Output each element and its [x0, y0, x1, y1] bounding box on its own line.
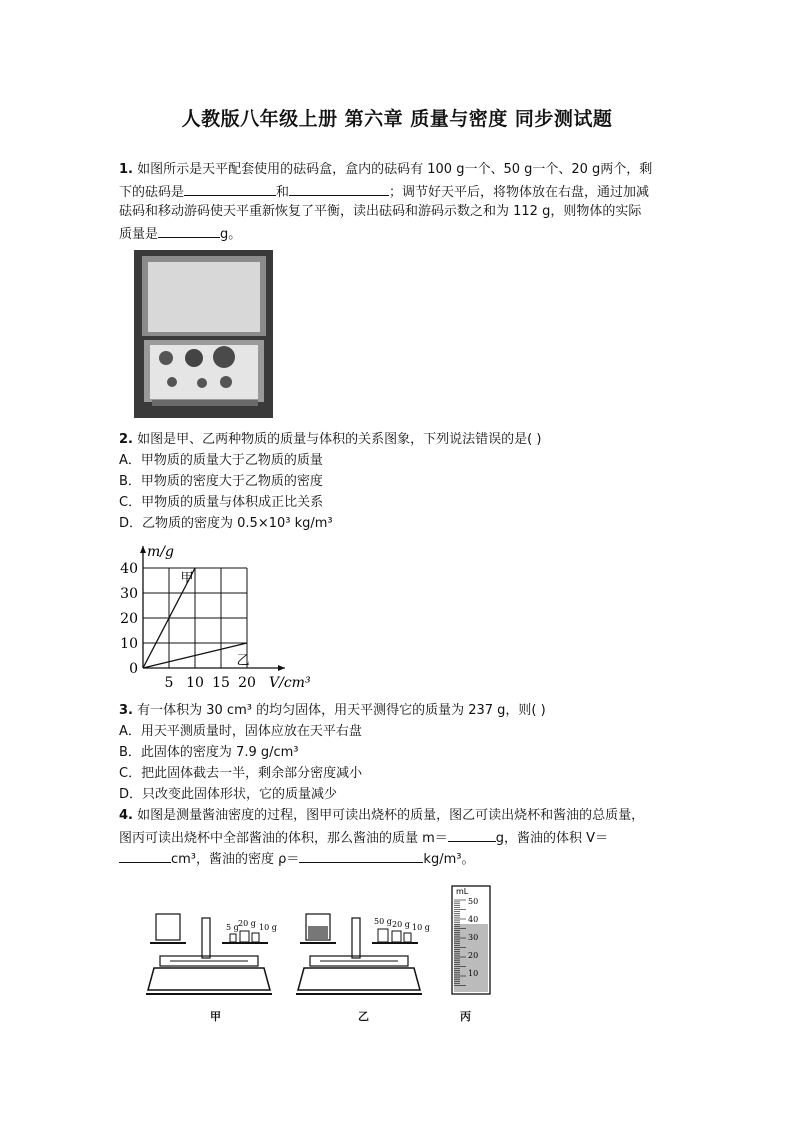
q2-option-c[interactable]: C．甲物质的质量与体积成正比关系 — [119, 495, 324, 510]
q3-option-b[interactable]: B．此固体的密度为 7.9 g/cm³ — [119, 745, 299, 760]
q1-line3 — [119, 202, 641, 222]
cylinder-mark-30: 30 — [468, 933, 479, 942]
q2-stem — [119, 430, 541, 450]
balance-jia — [146, 914, 277, 994]
figure-label-jia: 甲 — [210, 1010, 221, 1023]
x-axis-label: V/cm³ — [269, 675, 311, 690]
y-tick-label: 30 — [120, 586, 138, 602]
yi-weight-20g: 20 g — [392, 920, 410, 929]
q1-text-4b: g。 — [220, 227, 242, 242]
q2-option-b[interactable]: B．甲物质的密度大于乙物质的密度 — [119, 474, 323, 489]
chart-axes — [140, 546, 285, 671]
q1-text-2c: ；调节好天平后，将物体放在右盘，通过加减 — [389, 185, 650, 200]
x-tick-label: 5 — [164, 675, 174, 690]
y-tick-label: 40 — [120, 561, 138, 577]
q4-line3 — [119, 848, 474, 870]
chart-grid — [143, 568, 247, 668]
series-label-jia: 甲 — [180, 570, 194, 586]
q3-option-c[interactable]: C．把此固体截去一半，剩余部分密度减小 — [119, 766, 363, 781]
q1-text-1: 如图所示是天平配套使用的砝码盒，盒内的砝码有 100 g一个、50 g一个、20 g两个，剩 — [132, 162, 653, 177]
jia-weight-10g: 10 g — [259, 923, 277, 932]
q3-text: 有一体积为 30 cm³ 的均匀固体，用天平测得它的质量为 237 g，则( ) — [132, 703, 546, 718]
mass-volume-chart — [115, 538, 325, 690]
q4-text-1: 如图是测量酱油密度的过程，图甲可读出烧杯的质量，图乙可读出烧杯和酱油的总质量， — [132, 808, 645, 823]
weights-box-photo — [134, 250, 273, 418]
q4-line2 — [119, 827, 608, 849]
q3-option-a[interactable]: A．用天平测质量时，固体应放在天平右盘 — [119, 724, 362, 739]
series-label-yi: 乙 — [236, 653, 250, 669]
x-tick-label: 20 — [238, 675, 256, 690]
q2-text: 如图是甲、乙两种物质的质量与体积的关系图象，下列说法错误的是( ) — [132, 432, 542, 447]
cylinder-mark-10: 10 — [468, 969, 479, 978]
q4-blank-mass[interactable] — [448, 827, 496, 842]
figure-label-yi: 乙 — [358, 1010, 369, 1023]
q1-text-3: 砝码和移动游码使天平重新恢复了平衡，读出砝码和游码示数之和为 112 g，则物体的实际 — [119, 204, 642, 219]
yi-weight-50g: 50 g — [374, 917, 392, 926]
y-tick-label: 0 — [129, 661, 138, 677]
y-tick-label: 10 — [120, 636, 138, 652]
cylinder-unit: mL — [456, 887, 469, 896]
yi-weight-10g: 10 g — [412, 923, 430, 932]
graduated-cylinder — [452, 886, 490, 994]
x-tick-label: 10 — [186, 675, 204, 690]
x-tick-label: 15 — [212, 675, 230, 690]
q4-text-3a: cm³，酱油的密度 ρ＝ — [171, 852, 300, 867]
q4-blank-volume[interactable] — [119, 848, 171, 863]
q4-text-2b: g，酱油的体积 V＝ — [495, 831, 609, 846]
y-axis-label: m/g — [147, 544, 174, 560]
q2-option-a[interactable]: A．甲物质的质量大于乙物质的质量 — [119, 453, 323, 468]
q4-line1 — [119, 806, 644, 826]
q2-option-d[interactable]: D．乙物质的密度为 0.5×10³ kg/m³ — [119, 516, 333, 531]
y-tick-label: 20 — [120, 611, 138, 627]
q1-text-2b: 和 — [276, 185, 290, 200]
q4-text-2a: 图丙可读出烧杯中全部酱油的体积，那么酱油的质量 m＝ — [119, 831, 448, 846]
q4-text-3b: kg/m³。 — [423, 852, 475, 867]
page-title: 人教版八年级上册 第六章 质量与密度 同步测试题 — [181, 108, 613, 130]
y-axis-arrow — [140, 546, 146, 553]
q4-blank-density[interactable] — [299, 848, 423, 863]
q1-line2 — [119, 181, 649, 203]
figure-label-bing: 丙 — [460, 1010, 471, 1023]
q1-line1 — [119, 160, 652, 180]
x-axis-arrow — [278, 665, 285, 671]
q1-line4 — [119, 223, 241, 245]
q1-blank-2[interactable] — [289, 181, 389, 196]
q4-number: 4. — [119, 808, 133, 823]
q1-text-4a: 质量是 — [119, 227, 159, 242]
cylinder-mark-40: 40 — [468, 915, 479, 924]
jia-weight-20g: 20 g — [238, 919, 256, 928]
q2-number: 2. — [119, 432, 133, 447]
cylinder-mark-50: 50 — [468, 897, 479, 906]
q1-blank-1[interactable] — [184, 181, 276, 196]
q1-text-2a: 下的砝码是 — [119, 185, 185, 200]
q1-blank-3[interactable] — [158, 223, 220, 238]
q3-option-d[interactable]: D．只改变此固体形状，它的质量减少 — [119, 787, 338, 802]
q1-number: 1. — [119, 162, 133, 177]
cylinder-mark-20: 20 — [468, 951, 479, 960]
q3-stem — [119, 701, 546, 721]
jia-weight-5g: 5 g — [226, 923, 239, 932]
q3-number: 3. — [119, 703, 133, 718]
balance-yi — [296, 914, 430, 994]
